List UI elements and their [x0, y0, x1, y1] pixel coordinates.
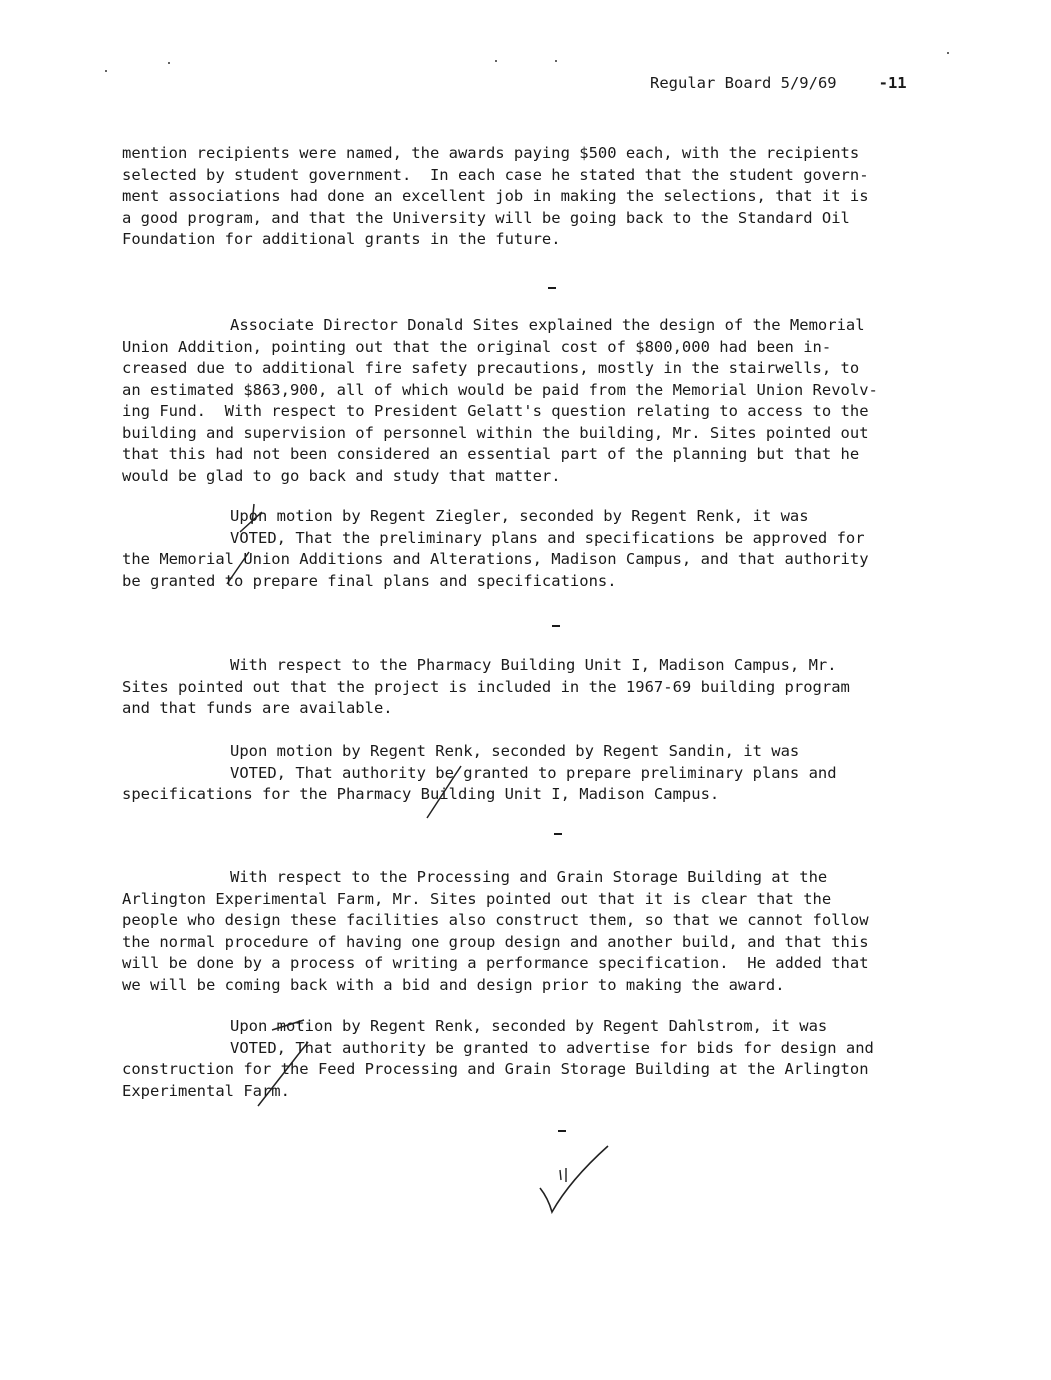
- paragraph-grain-storage: [122, 867, 982, 996]
- text-line: the normal procedure of having one group design and another build, and that this: [122, 932, 869, 951]
- scan-speck: [495, 60, 497, 62]
- motion-grain-storage: [122, 1016, 982, 1102]
- text-line: Upon motion by Regent Ziegler, seconded by Regent Renk, it was: [230, 507, 809, 525]
- text-line: will be done by a process of writing a performance specification. He added that: [122, 954, 869, 972]
- text-line: be granted to prepare final plans and specifications.: [122, 571, 617, 590]
- text-line: we will be coming back with a bid and design prior to making the award.: [122, 975, 785, 994]
- scan-speck: [168, 62, 170, 64]
- text-line: that this had not been considered an essential part of the planning but that he: [122, 445, 860, 463]
- text-line: Associate Director Donald Sites explained the design of the Memorial: [230, 316, 865, 334]
- text-line: people who design these facilities also construct them, so that we cannot follow: [122, 911, 869, 929]
- pen-mark-icon: [225, 548, 255, 588]
- text-line: would be glad to go back and study that matter.: [122, 466, 561, 485]
- text-line: Union Addition, pointing out that the original cost of $800,000 had been in-: [122, 337, 832, 356]
- text-line: VOTED, That authority be granted to prepare preliminary plans and: [230, 763, 837, 782]
- text-line: With respect to the Pharmacy Building Unit I, Madison Campus, Mr.: [230, 656, 837, 674]
- text-line: Experimental Farm.: [122, 1081, 290, 1100]
- text-line: a good program, and that the University will be going back to the Standard Oil: [122, 208, 850, 227]
- text-line: Sites pointed out that the project is included in the 1967-69 building program: [122, 677, 850, 696]
- text-line: creased due to additional fire safety precautions, mostly in the stairwells, to: [122, 359, 860, 377]
- text-line: and that funds are available.: [122, 699, 393, 717]
- text-line: VOTED, That the preliminary plans and specifications be approved for: [230, 528, 865, 547]
- text-line: Foundation for additional grants in the future.: [122, 230, 561, 248]
- header-title: Regular Board 5/9/69: [650, 74, 837, 92]
- section-divider: [558, 1130, 566, 1132]
- text-line: construction for the Feed Processing and Grain Storage Building at the Arlington: [122, 1060, 869, 1078]
- text-line: With respect to the Processing and Grain Storage Building at the: [230, 868, 828, 886]
- text-line: Upon motion by Regent Renk, seconded by Regent Sandin, it was: [230, 742, 800, 760]
- section-divider: [552, 625, 560, 627]
- paragraph-memorial-union: [122, 315, 982, 487]
- text-line: mention recipients were named, the awards paying $500 each, with the recipients: [122, 144, 860, 162]
- section-divider: [554, 833, 562, 835]
- scan-speck: [555, 60, 557, 62]
- section-divider: [548, 287, 556, 289]
- scan-speck: [105, 70, 107, 72]
- text-line: specifications for the Pharmacy Building Unit I, Madison Campus.: [122, 785, 720, 803]
- text-line: the Memorial Union Additions and Alterations, Madison Campus, and that authority: [122, 550, 869, 568]
- pen-mark-icon: [252, 1016, 322, 1112]
- scan-speck: [947, 52, 949, 54]
- text-line: an estimated $863,900, all of which would be paid from the Memorial Union Revolv-: [122, 380, 878, 399]
- page-number: -11: [878, 74, 907, 92]
- text-line: Arlington Experimental Farm, Mr. Sites pointed out that it is clear that the: [122, 889, 832, 908]
- pen-mark-icon: [425, 762, 465, 822]
- checkmark-icon: [530, 1140, 620, 1220]
- pen-mark-icon: [236, 502, 266, 536]
- text-line: Upon motion by Regent Renk, seconded by Regent Dahlstrom, it was: [230, 1017, 828, 1035]
- paragraph-pharmacy: [122, 655, 982, 720]
- text-line: ing Fund. With respect to President Gelatt's question relating to access to the: [122, 402, 869, 420]
- text-line: ment associations had done an excellent job in making the selections, that it is: [122, 187, 869, 205]
- motion-pharmacy: [122, 741, 982, 806]
- text-line: VOTED, That authority be granted to advertise for bids for design and: [230, 1038, 874, 1057]
- paragraph-awards: [122, 143, 982, 251]
- text-line: selected by student government. In each case he stated that the student govern-: [122, 165, 869, 184]
- text-line: building and supervision of personnel within the building, Mr. Sites pointed out: [122, 423, 869, 442]
- page-header: [650, 74, 907, 92]
